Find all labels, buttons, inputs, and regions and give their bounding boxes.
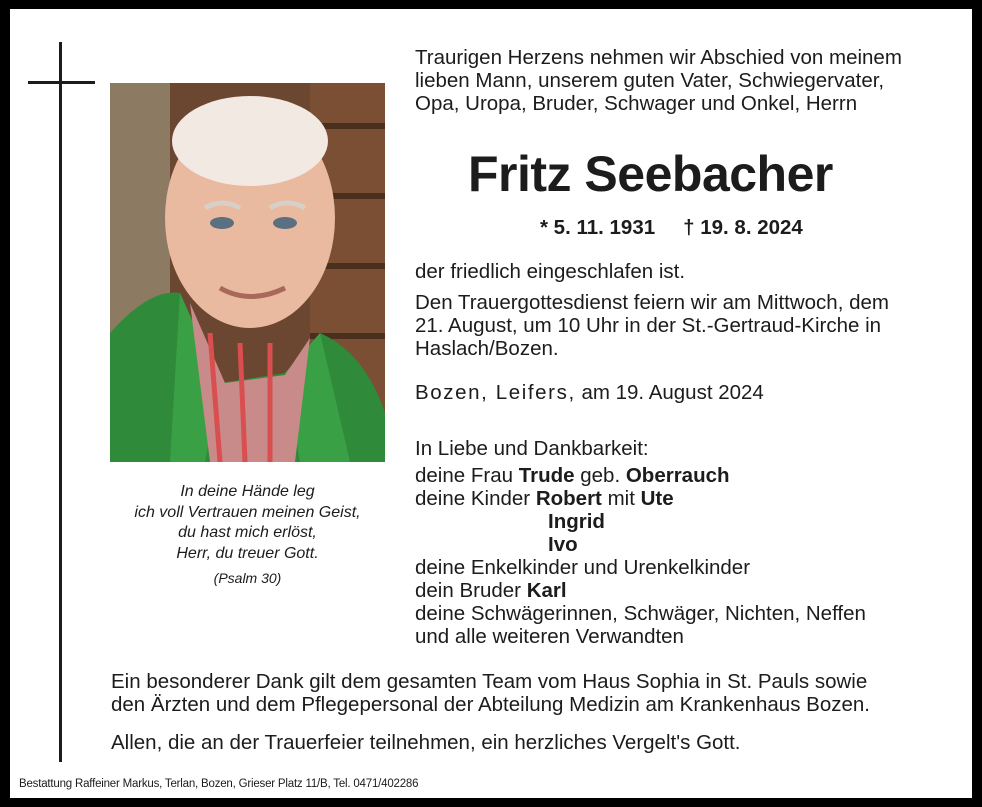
funeral-home-footer: Bestattung Raffeiner Markus, Terlan, Bozen, Grieser Platz 11/B, Tel. 0471/402286 (10, 771, 972, 798)
mourner-maiden-name: Oberrauch (625, 464, 730, 487)
passed-text: der friedlich eingeschlafen ist. (415, 260, 686, 283)
mourner-name: Trude (518, 464, 575, 487)
poem-line: In deine Hände leg (180, 483, 315, 500)
mourner-name: Ute (640, 487, 674, 510)
mourner-child (548, 533, 578, 556)
service-line: Den Trauergottesdienst feiern wir am Mittwoch, dem (415, 291, 889, 314)
portrait-photo (110, 83, 385, 462)
poem-source: (Psalm 30) (213, 570, 282, 586)
mourner-name: Ingrid (548, 510, 605, 533)
mourner-name: Ivo (548, 533, 578, 556)
closing-line: Allen, die an der Trauerfeier teilnehmen, ein herzliches Vergelt's Gott. (111, 731, 741, 754)
mourner-prefix: dein Bruder (415, 579, 521, 602)
death-date: † 19. 8. 2024 (683, 216, 803, 239)
mourner-nee: geb. (580, 464, 621, 487)
poem-line: Herr, du treuer Gott. (176, 544, 319, 562)
mourner-name: Robert (535, 487, 602, 510)
mourner-brother (415, 579, 567, 602)
mourner-prefix: deine Kinder (415, 487, 531, 510)
intro-line: Traurigen Herzens nehmen wir Abschied von meinem (415, 46, 902, 69)
birth-date: * 5. 11. 1931 (540, 216, 656, 239)
poem-line: ich voll Vertrauen meinen Geist, (134, 503, 361, 521)
mourner-grandchildren: deine Enkelkinder und Urenkelkinder (415, 556, 751, 579)
place-names: Bozen, Leifers, (415, 381, 576, 404)
cross-icon-vertical (59, 42, 62, 762)
psalm-poem (105, 482, 390, 589)
mourner-children (415, 487, 674, 510)
mourner-child (548, 510, 605, 533)
place-date (415, 381, 764, 404)
intro-line: Opa, Uropa, Bruder, Schwager und Onkel, Herrn (415, 92, 858, 115)
thanks-line: Ein besonderer Dank gilt dem gesamten Team vom Haus Sophia in St. Pauls sowie (111, 670, 868, 693)
thanks-line: den Ärzten und dem Pflegepersonal der Abteilung Medizin am Krankenhaus Bozen. (111, 693, 870, 716)
notice-date: am 19. August 2024 (581, 381, 764, 404)
mourner-prefix: deine Frau (415, 464, 514, 487)
intro-line: lieben Mann, unserem guten Vater, Schwiegervater, (415, 69, 885, 92)
mourner-inlaws: deine Schwägerinnen, Schwäger, Nichten, Neffen (415, 602, 866, 625)
mourner-connector: mit (607, 487, 635, 510)
cross-icon-horizontal (28, 81, 95, 84)
mourner-wife (415, 464, 730, 487)
mourner-name: Karl (526, 579, 567, 602)
deceased-name: Fritz Seebacher (468, 146, 833, 202)
service-line: 21. August, um 10 Uhr in der St.-Gertraud-Kirche in (415, 314, 882, 337)
mourners-heading: In Liebe und Dankbarkeit: (415, 437, 649, 460)
life-dates (540, 216, 803, 240)
service-line: Haslach/Bozen. (415, 337, 559, 360)
poem-line: du hast mich erlöst, (178, 524, 317, 541)
mourner-relatives: und alle weiteren Verwandten (415, 625, 684, 648)
